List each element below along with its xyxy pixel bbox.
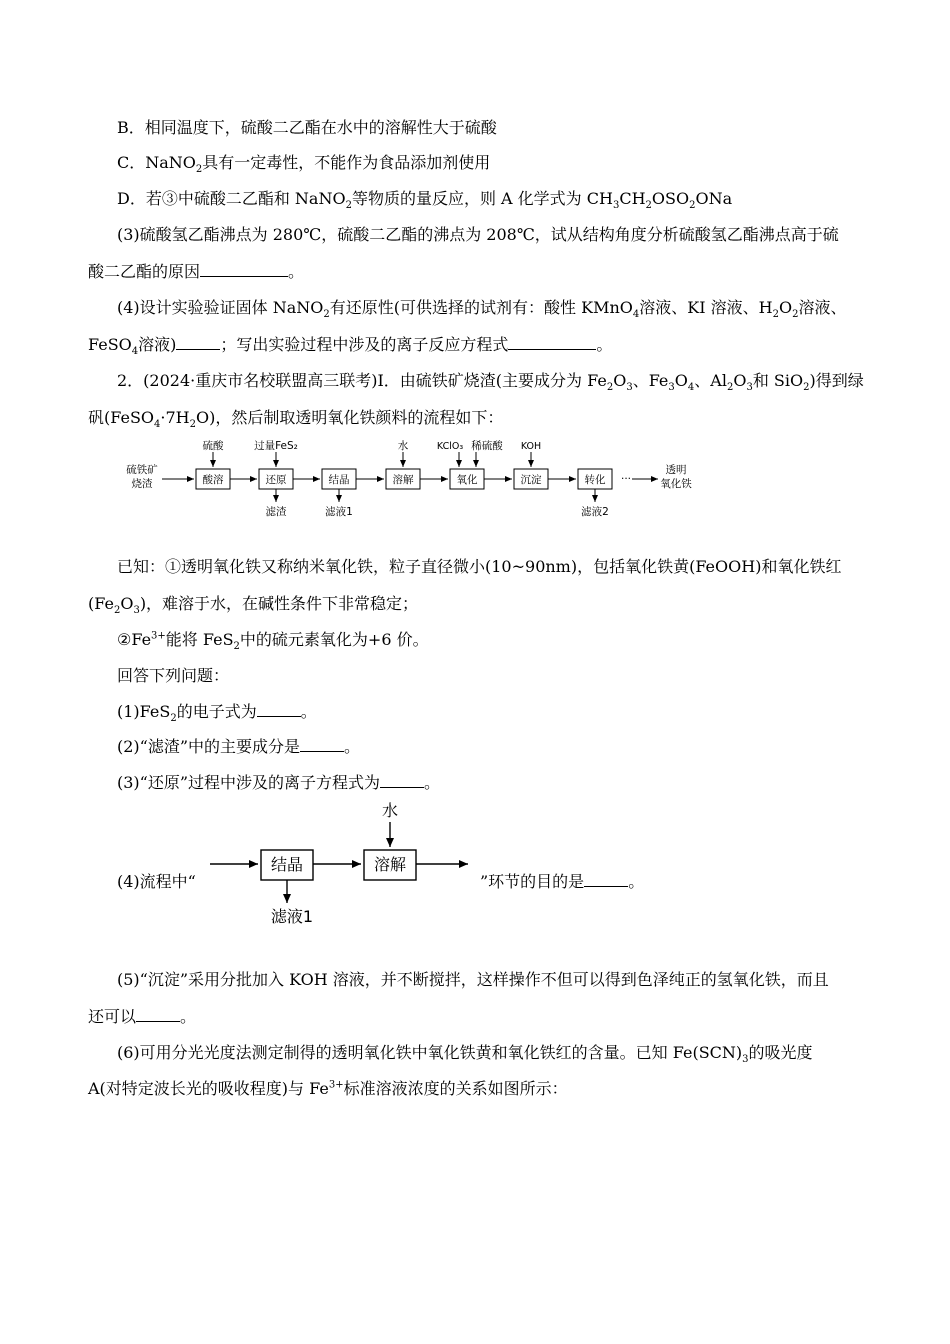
end-label-line1: 透明 bbox=[665, 464, 687, 476]
filtrate-1-label: 滤液1 bbox=[270, 907, 314, 926]
problem-2-line1: 2．(2024·重庆市名校联盟高三联考)I．由硫铁矿烧渣(主要成分为 $Fe_2O_3$、$Fe_3O_4$、$Al_2O_3$和 SiO$_2$)得到绿 bbox=[117, 371, 864, 394]
question-4-line2: FeSO$_4$溶液) ；写出实验过程中涉及的离子反应方程式 。 bbox=[88, 335, 613, 358]
option-b: B．相同温度下，硫酸二乙酯在水中的溶解性大于硫酸 bbox=[117, 118, 497, 137]
ellipsis: ··· bbox=[621, 473, 632, 485]
problem-2-line2: 矾$(FeSO_4\cdot 7H_2O)$，然后制取透明氧化铁颜料的流程如下： bbox=[88, 408, 504, 431]
answer-blank[interactable] bbox=[257, 702, 301, 717]
svg-text:转化: 转化 bbox=[584, 474, 606, 486]
answer-blank[interactable] bbox=[136, 1007, 180, 1022]
answer-blank[interactable] bbox=[300, 737, 344, 752]
start-label-line1: 硫铁矿 bbox=[126, 464, 158, 476]
answer-blank[interactable] bbox=[380, 773, 424, 788]
sub-question-4-start: (4)流程中“ bbox=[117, 872, 196, 891]
svg-text:结晶: 结晶 bbox=[328, 474, 350, 486]
option-d: D．若③中硫酸二乙酯和 NaNO$_2$等物质的量反应，则 A 化学式为 $CH_3CH_2OSO_2ONa$ bbox=[117, 189, 733, 212]
question-3-line2: 酸二乙酯的原因 。 bbox=[88, 262, 305, 281]
svg-text:氧化: 氧化 bbox=[456, 474, 478, 486]
svg-text:结晶: 结晶 bbox=[270, 855, 304, 874]
question-3-line1: (3)硫酸氢乙酯沸点为 280℃，硫酸二乙酯的沸点为 208℃，试从结构角度分析硫酸氢乙酯沸点高于硫 bbox=[117, 225, 839, 244]
svg-text:酸溶: 酸溶 bbox=[202, 474, 224, 486]
svg-text:溶解: 溶解 bbox=[392, 474, 414, 486]
sub-question-4-end: ”环节的目的是 。 bbox=[480, 872, 645, 891]
sub-question-5-line2: 还可以 。 bbox=[88, 1007, 197, 1026]
question-4-line1: (4)设计实验验证固体 NaNO$_2$有还原性(可供选择的试剂有：酸性 KMnO$_4$溶液、KI 溶液、$H_2O_2$溶液、 bbox=[117, 298, 847, 321]
sub-question-2: (2)“滤渣”中的主要成分是 。 bbox=[117, 737, 361, 756]
answer-blank[interactable] bbox=[200, 262, 288, 277]
answer-blank[interactable] bbox=[508, 335, 596, 350]
known-line3: $②Fe^{3+}$能将 FeS$_2$中的硫元素氧化为+6 价。 bbox=[117, 630, 429, 653]
svg-text:溶解: 溶解 bbox=[373, 855, 407, 874]
output-filtrate-1: 滤液1 bbox=[325, 506, 353, 518]
sub-question-6-line2: A(对特定波长光的吸收程度)与 $Fe^{3+}$标准溶液浓度的关系如图所示： bbox=[88, 1079, 568, 1098]
process-flow-diagram bbox=[120, 436, 700, 522]
answer-blank[interactable] bbox=[584, 872, 628, 887]
mini-flow-diagram bbox=[200, 798, 490, 930]
answer-intro: 回答下列问题： bbox=[117, 666, 230, 685]
input-dilute-sulfuric-acid: 稀硫酸 bbox=[471, 440, 503, 452]
sub-question-1: (1)FeS$_2$的电子式为 。 bbox=[117, 702, 317, 725]
water-label: 水 bbox=[381, 801, 399, 820]
output-residue: 滤渣 bbox=[265, 506, 287, 518]
sub-question-6-line1: (6)可用分光光度法测定制得的透明氧化铁中氧化铁黄和氧化铁红的含量。已知 $Fe(SCN)_3$的吸光度 bbox=[117, 1043, 813, 1066]
option-c: C．NaNO$_2$具有一定毒性，不能作为食品添加剂使用 bbox=[117, 153, 491, 176]
answer-blank[interactable] bbox=[176, 335, 220, 350]
known-line2: $(Fe_2O_3)$，难溶于水，在碱性条件下非常稳定； bbox=[88, 594, 419, 617]
end-label-line2: 氧化铁 bbox=[660, 478, 692, 490]
input-water: 水 bbox=[397, 440, 409, 452]
known-line1: 已知：①透明氧化铁又称纳米氧化铁，粒子直径微小(10~90nm)，包括氧化铁黄(FeOOH)和氧化铁红 bbox=[117, 557, 842, 576]
start-label-line2: 烧渣 bbox=[131, 478, 153, 490]
input-kclo3: KClO₃ bbox=[436, 441, 464, 452]
input-koh: KOH bbox=[520, 441, 542, 452]
input-sulfuric-acid: 硫酸 bbox=[202, 440, 224, 452]
svg-text:沉淀: 沉淀 bbox=[520, 474, 542, 486]
svg-text:还原: 还原 bbox=[265, 474, 287, 486]
sub-question-3: (3)“还原”过程中涉及的离子方程式为 。 bbox=[117, 773, 441, 792]
sub-question-5-line1: (5)“沉淀”采用分批加入 KOH 溶液，并不断搅拌，这样操作不但可以得到色泽纯正的氢氧化铁，而且 bbox=[117, 970, 829, 989]
output-filtrate-2: 滤液2 bbox=[581, 506, 609, 518]
input-excess-fes2: 过量FeS₂ bbox=[254, 440, 298, 452]
